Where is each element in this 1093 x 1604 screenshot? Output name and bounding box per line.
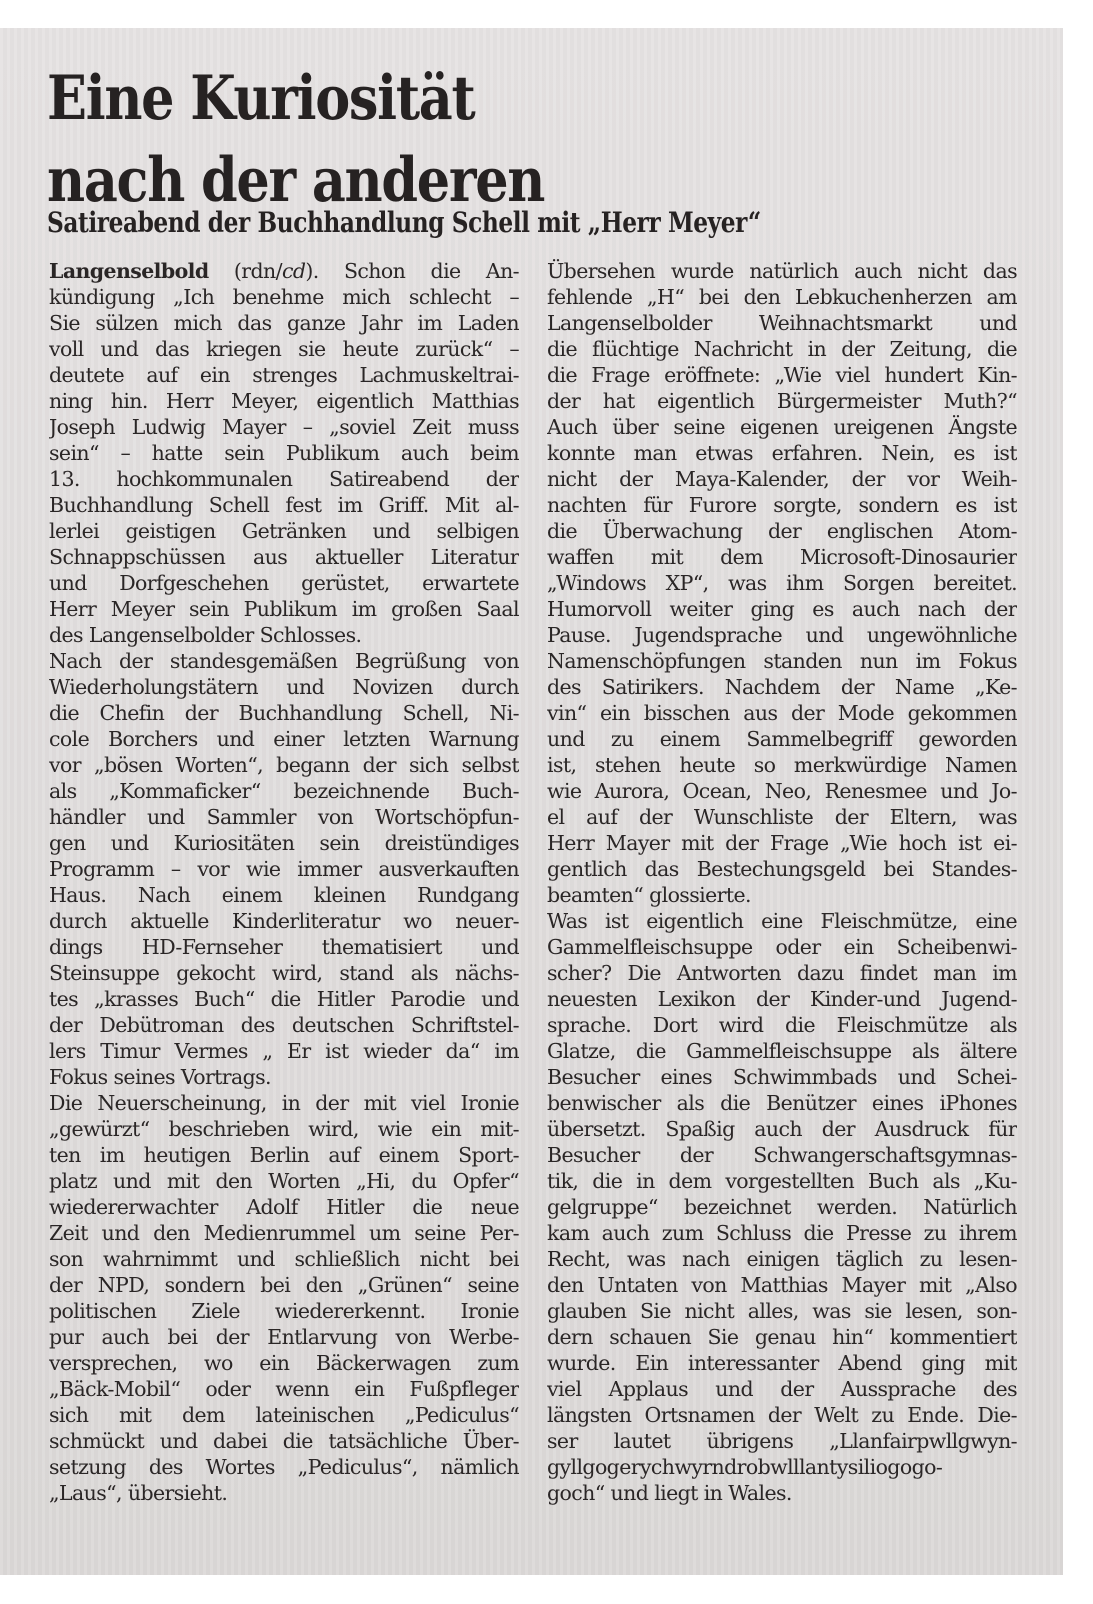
text-line: gen und Kuriositäten sein dreistündiges: [49, 831, 519, 855]
text-line: sich mit dem lateinischen „Pediculus“: [49, 1403, 519, 1427]
text-line: el auf der Wunschliste der Eltern, was: [547, 805, 1017, 829]
text-line: ser lautet übrigens „Llanfairpwllgwyn-: [547, 1429, 1017, 1453]
text-line: Pause. Jugendsprache und ungewöhnliche: [547, 623, 1017, 647]
text-line: der Debütroman des deutschen Schriftstel-: [49, 1013, 519, 1037]
text-line: gyllgogerychwyrndrobwlllantysiliogogo-: [547, 1455, 943, 1479]
text-line: die Überwachung der englischen Atom-: [547, 519, 1017, 543]
text-line: lerlei geistigen Getränken und selbigen: [49, 519, 519, 543]
text-line: längsten Ortsnamen der Welt zu Ende. Die-: [547, 1403, 1017, 1427]
text-line: der NPD, sondern bei den „Grünen“ seine: [49, 1273, 519, 1297]
text-line: und Dorfgeschehen gerüstet, erwartete: [49, 571, 519, 595]
text-line: Humorvoll weiter ging es auch nach der: [547, 597, 1017, 621]
text-line: deutete auf ein strenges Lachmuskeltrai-: [49, 363, 519, 387]
text-line: des Langenselbolder Schlosses.: [49, 623, 362, 647]
text-line: und zu einem Sammelbegriff geworden: [547, 727, 1017, 751]
text-line: ten im heutigen Berlin auf einem Sport-: [49, 1143, 519, 1167]
text-line: Zeit und den Medienrummel um seine Per-: [49, 1221, 519, 1245]
text-line: Steinsuppe gekocht wird, stand als nächs-: [49, 961, 519, 985]
text-line: cole Borchers und einer letzten Warnung: [49, 727, 519, 751]
right-column-body: [547, 258, 1017, 1506]
text-line: sein“ – hatte sein Publikum auch beim: [49, 441, 519, 465]
left-column-body: [49, 284, 519, 1506]
text-line: „Windows XP“, was ihm Sorgen bereitet.: [547, 571, 1017, 595]
text-line: setzung des Wortes „Pediculus“, nämlich: [49, 1455, 519, 1479]
text-line: Herr Mayer mit der Frage „Wie hoch ist ei-: [547, 831, 1017, 855]
text-line: „gewürzt“ beschrieben wird, wie ein mit-: [49, 1117, 519, 1141]
text-line: den Untaten von Matthias Mayer mit „Also: [547, 1273, 1017, 1297]
text-line: Besucher eines Schwimmbads und Schei-: [547, 1065, 1017, 1089]
text-line: Glatze, die Gammelfleischsuppe als ältere: [547, 1039, 1017, 1063]
text-line: waffen mit dem Microsoft-Dinosaurier: [547, 545, 1017, 569]
text-line: ist, stehen heute so merkwürdige Namen: [547, 753, 1017, 777]
text-line: übersetzt. Spaßig auch der Ausdruck für: [547, 1117, 1017, 1141]
text-line: die Frage eröffnete: „Wie viel hundert Kin-: [547, 363, 1017, 387]
text-line: Namenschöpfungen standen nun im Fokus: [547, 649, 1017, 673]
text-line: tes „krasses Buch“ die Hitler Parodie und: [49, 987, 519, 1011]
text-line: Herr Meyer sein Publikum im großen Saal: [49, 597, 519, 621]
text-line: son wahrnimmt und schließlich nicht bei: [49, 1247, 519, 1271]
text-line: benwischer als die Benützer eines iPhones: [547, 1091, 1017, 1115]
text-line: als „Kommaficker“ bezeichnende Buch-: [49, 779, 519, 803]
text-line: platz und mit den Worten „Hi, du Opfer“: [49, 1169, 519, 1193]
text-line: Gammelfleischsuppe oder ein Scheibenwi-: [547, 935, 1017, 959]
text-line: fehlende „H“ bei den Lebkuchenherzen am: [547, 285, 1017, 309]
text-line: wurde. Ein interessanter Abend ging mit: [547, 1351, 1017, 1375]
text-line: kündigung „Ich benehme mich schlecht –: [49, 285, 519, 309]
text-line: Wiederholungstätern und Novizen durch: [49, 675, 519, 699]
text-line: Besucher der Schwangerschaftsgymnas-: [547, 1143, 1017, 1167]
text-line: politischen Ziele wiedererkennt. Ironie: [49, 1299, 519, 1323]
text-line: gentlich das Bestechungsgeld bei Standes-: [547, 857, 1017, 881]
text-line: „Laus“, übersieht.: [49, 1481, 228, 1505]
text-line: ning hin. Herr Meyer, eigentlich Matthias: [49, 389, 519, 413]
text-line: konnte man etwas erfahren. Nein, es ist: [547, 441, 1017, 465]
text-line: dern schauen Sie genau hin“ kommentiert: [547, 1325, 1017, 1349]
text-line: gelgruppe“ bezeichnet werden. Natürlich: [547, 1195, 1017, 1219]
dateline-line: [49, 258, 519, 284]
text-line: vor „bösen Worten“, begann der sich selbst: [49, 753, 519, 777]
text-line: Recht, was nach einigen täglich zu lesen-: [547, 1247, 1017, 1271]
text-line: die flüchtige Nachricht in der Zeitung, die: [547, 337, 1017, 361]
text-line: der hat eigentlich Bürgermeister Muth?“: [547, 389, 1017, 413]
byline-author: cd: [281, 259, 306, 283]
byline-open: (rdn/: [208, 259, 282, 283]
text-line: Was ist eigentlich eine Fleischmütze, eine: [547, 909, 1017, 933]
text-line: nachten für Furore sorgte, sondern es ist: [547, 493, 1017, 517]
text-line: Die Neuerscheinung, in der mit viel Ironie: [49, 1091, 519, 1115]
text-line: viel Applaus und der Aussprache des: [547, 1377, 1017, 1401]
text-line: Programm – vor wie immer ausverkauften: [49, 857, 519, 881]
text-line: die Chefin der Buchhandlung Schell, Ni-: [49, 701, 519, 725]
text-line: Sie sülzen mich das ganze Jahr im Laden: [49, 311, 519, 335]
text-line: Nach der standesgemäßen Begrüßung von: [49, 649, 519, 673]
text-line: nicht der Maya-Kalender, der vor Weih-: [547, 467, 1017, 491]
text-line: „Bäck-Mobil“ oder wenn ein Fußpfleger: [49, 1377, 519, 1401]
text-line: Auch über seine eigenen ureigenen Ängste: [547, 415, 1017, 439]
text-line: Übersehen wurde natürlich auch nicht das: [547, 259, 1017, 283]
text-line: vin“ ein bisschen aus der Mode gekommen: [547, 701, 1017, 725]
text-line: scher? Die Antworten dazu findet man im: [547, 961, 1017, 985]
text-line: Langenselbolder Weihnachtsmarkt und: [547, 311, 1017, 335]
text-line: dings HD-Fernseher thematisiert und: [49, 935, 519, 959]
text-line: wiedererwachter Adolf Hitler die neue: [49, 1195, 519, 1219]
article-column-left: [49, 258, 519, 1506]
text-line: Joseph Ludwig Mayer – „soviel Zeit muss: [49, 415, 519, 439]
headline-line-2: nach der anderen: [47, 145, 545, 216]
text-line: Fokus seines Vortrags.: [49, 1065, 271, 1089]
text-line: schmückt und dabei die tatsächliche Über-: [49, 1429, 519, 1453]
text-line: Buchhandlung Schell fest im Griff. Mit al-: [49, 493, 519, 517]
text-line: versprechen, wo ein Bäckerwagen zum: [49, 1351, 519, 1375]
text-line: durch aktuelle Kinderliteratur wo neuer-: [49, 909, 519, 933]
text-line: Haus. Nach einem kleinen Rundgang: [49, 883, 519, 907]
text-line: Schnappschüssen aus aktueller Literatur: [49, 545, 519, 569]
text-line: voll und das kriegen sie heute zurück“ –: [49, 337, 519, 361]
text-line: wie Aurora, Ocean, Neo, Renesmee und Jo-: [547, 779, 1017, 803]
text-line: händler und Sammler von Wortschöpfun-: [49, 805, 519, 829]
text-line: goch“ und liegt in Wales.: [547, 1481, 792, 1505]
headline: [47, 58, 544, 222]
text-line: kam auch zum Schluss die Presse zu ihrem: [547, 1221, 1017, 1245]
text-line: neuesten Lexikon der Kinder-und Jugend-: [547, 987, 1017, 1011]
article-column-right: [547, 258, 1017, 1506]
text-line: pur auch bei der Entlarvung von Werbe-: [49, 1325, 519, 1349]
text-line: 13. hochkommunalen Satireabend der: [49, 467, 519, 491]
dateline: Langenselbold: [49, 259, 209, 283]
text-line: beamten“ glossierte.: [547, 883, 751, 907]
subheadline: Satireabend der Buchhandlung Schell mit „Herr Meyer“: [47, 206, 761, 239]
headline-line-1: Eine Kuriosität: [47, 63, 475, 134]
byline-close: ). Schon die An-: [305, 259, 519, 283]
text-line: des Satirikers. Nachdem der Name „Ke-: [547, 675, 1017, 699]
text-line: glauben Sie nicht alles, was sie lesen, son-: [547, 1299, 1017, 1323]
text-line: sprache. Dort wird die Fleischmütze als: [547, 1013, 1017, 1037]
text-line: tik, die in dem vorgestellten Buch als „Ku-: [547, 1169, 1017, 1193]
text-line: lers Timur Vermes „ Er ist wieder da“ im: [49, 1039, 519, 1063]
